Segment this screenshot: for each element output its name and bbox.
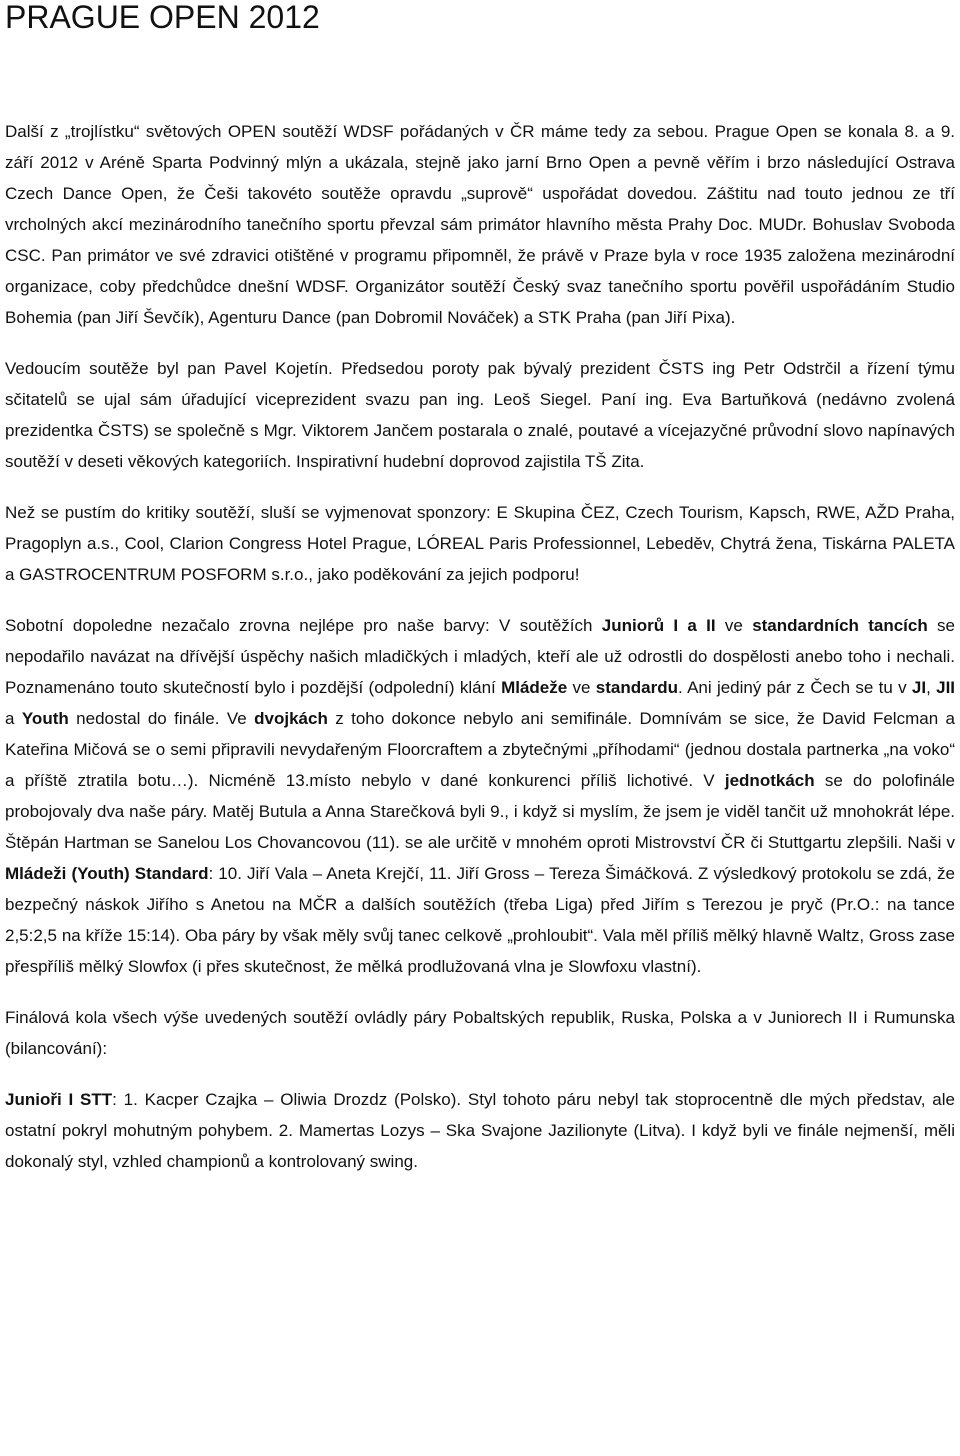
text-run: Sobotní dopoledne nezačalo zrovna nejlépe pro naše barvy: V soutěžích bbox=[5, 616, 602, 635]
bold-run: dvojkách bbox=[254, 709, 328, 728]
paragraph-intro-text: Další z „trojlístku“ světových OPEN soutěží WDSF pořádaných v ČR máme tedy za sebou. Prague Open se konala 8. a 9. září 2012 v Aréně Sparta Podvinný mlýn a ukázala, stejně jako jarní Brno Open a pevně věřím i brzo následující Ostrava Czech Dance Open, že Češi takovéto soutěže opravdu „suprově“ uspořádat dovedou. Záštitu nad touto jednou ze tří vrcholných akcí mezinárodního tanečního sportu převzal sám primátor hlavního města Prahy Doc. MUDr. Bohuslav Svoboda CSC. Pan primátor ve své zdravici otištěné v programu připomněl, že právě v Praze byla v roce 1935 založena mezinárodní organizace, coby předchůdce dnešní WDSF. Organizátor soutěží Český svaz tanečního sportu pověřil uspořádáním Studio Bohemia (pan Jiří Ševčík), Agenturu Dance (pan Dobromil Nováček) a STK Praha (pan Jiří Pixa). bbox=[5, 122, 955, 327]
paragraph-sponsors-text: Než se pustím do kritiky soutěží, sluší se vyjmenovat sponzory: E Skupina ČEZ, Czech Tourism, Kapsch, RWE, AŽD Praha, Pragoplyn a.s., Cool, Clarion Congress Hotel Prague, LÓREAL Paris Professionnel, Lebeděv, Chytrá žena, Tiskárna PALETA a GASTROCENTRUM POSFORM s.r.o., jako poděkování za jejich podporu! bbox=[5, 503, 955, 584]
bold-run: standardu bbox=[595, 678, 678, 697]
text-run: nedostal do finále. Ve bbox=[68, 709, 255, 728]
text-run: : 10. Jiří Vala – Aneta Krejčí, 11. Jiří Gross – Tereza Šimáčková. Z výsledkový protokolu se zdá, že bezpečný náskok Jiřího s Anetou na MČR a dalších soutěžích (třeba Liga) před Jiřím s Terezou je pryč (Pr.O.: na tance 2,5:2,5 na kříže 15:14). Oba páry by však měly svůj tanec celkově „prohloubit“. Vala měl příliš mělký hlavně Waltz, Gross zase přespříliš mělký Slowfox (i přes skutečnost, že mělká prodlužovaná vlna je Slowfoxu vlastní). bbox=[5, 864, 955, 976]
text-run: : 1. Kacper Czajka – Oliwia Drozdz (Polsko). Styl tohoto páru nebyl tak stoprocentně dle mých představ, ale ostatní pokryl mohutným pohybem. 2. Mamertas Lozys – Ska Svajone Jazilionyte (Litva). I když byli ve finále nejmenší, měli dokonalý styl, vzhled championů a kontrolovaný swing. bbox=[5, 1090, 955, 1171]
text-run: z toho dokonce nebylo ani semifinále. Domnívám se sice, že David Felcman a Kateřina Mičová se o semi připravili nevydařeným Floorcraftem a zbytečnými „příhodami“ (jednou dostala partnerka „na voko“ a příště ztratila botu…). Nicméně 13.místo nebylo v dané konkurenci příliš lichotivé. V bbox=[5, 709, 955, 790]
bold-run: JI bbox=[911, 678, 927, 697]
article-body bbox=[5, 116, 955, 1177]
text-run: . Ani jediný pár z Čech se tu v bbox=[677, 678, 912, 697]
paragraph-intro bbox=[5, 116, 955, 333]
bold-run: Youth bbox=[21, 709, 69, 728]
bold-run: Junioři I STT bbox=[5, 1090, 113, 1109]
text-run: ve bbox=[567, 678, 596, 697]
paragraph-finals-summary bbox=[5, 1002, 955, 1064]
text-run: se do polofinále probojovaly dva naše páry. Matěj Butula a Anna Starečková byli 9., i když si myslím, že jsem je viděl tančit už mnohokrát lépe. Štěpán Hartman se Sanelou Los Chovancovou (11). se ale určitě v mnohém oproti Mistrovství ČR či Stuttgartu zlepšili. Naši v bbox=[5, 771, 955, 852]
paragraph-organizers-text: Vedoucím soutěže byl pan Pavel Kojetín. Předsedou poroty pak bývalý prezident ČSTS ing Petr Odstrčil a řízení týmu sčitatelů se ujal sám úřadující viceprezident svazu pan ing. Leoš Siegel. Paní ing. Eva Bartuňková (nedávno zvolená prezidentka ČSTS) se společně s Mgr. Viktorem Jančem postarala o znalé, poutavé a vícejazyčné průvodní slovo napínavých soutěží v deseti věkových kategoriích. Inspirativní hudební doprovod zajistila TŠ Zita. bbox=[5, 359, 955, 471]
document-title: PRAGUE OPEN 2012 bbox=[5, 0, 320, 35]
bold-run: Juniorů I a II bbox=[601, 616, 716, 635]
paragraph-sponsors bbox=[5, 497, 955, 590]
bold-run: Mládeži (Youth) Standard bbox=[5, 864, 209, 883]
paragraph-organizers bbox=[5, 353, 955, 477]
bold-run: Mládeže bbox=[501, 678, 568, 697]
paragraph-finals-summary-text: Finálová kola všech výše uvedených soutěží ovládly páry Pobaltských republik, Ruska, Polska a v Juniorech II i Rumunska (bilancování): bbox=[5, 1008, 955, 1058]
bold-run: jednotkách bbox=[724, 771, 815, 790]
text-run: , bbox=[926, 678, 937, 697]
text-run: ve bbox=[715, 616, 753, 635]
text-run: a bbox=[5, 709, 22, 728]
bold-run: JII bbox=[936, 678, 956, 697]
text-run: se nepodařilo navázat na dřívější úspěchy našich mladičkých i mladých, kteří ale už odrostli do dospělosti anebo toho i nechali. Poznamenáno touto skutečností bylo i pozdější (odpolední) klání bbox=[5, 616, 956, 697]
bold-run: standardních tancích bbox=[752, 616, 928, 635]
paragraph-junior-i-stt bbox=[5, 1084, 955, 1177]
paragraph-saturday-results bbox=[5, 610, 955, 982]
